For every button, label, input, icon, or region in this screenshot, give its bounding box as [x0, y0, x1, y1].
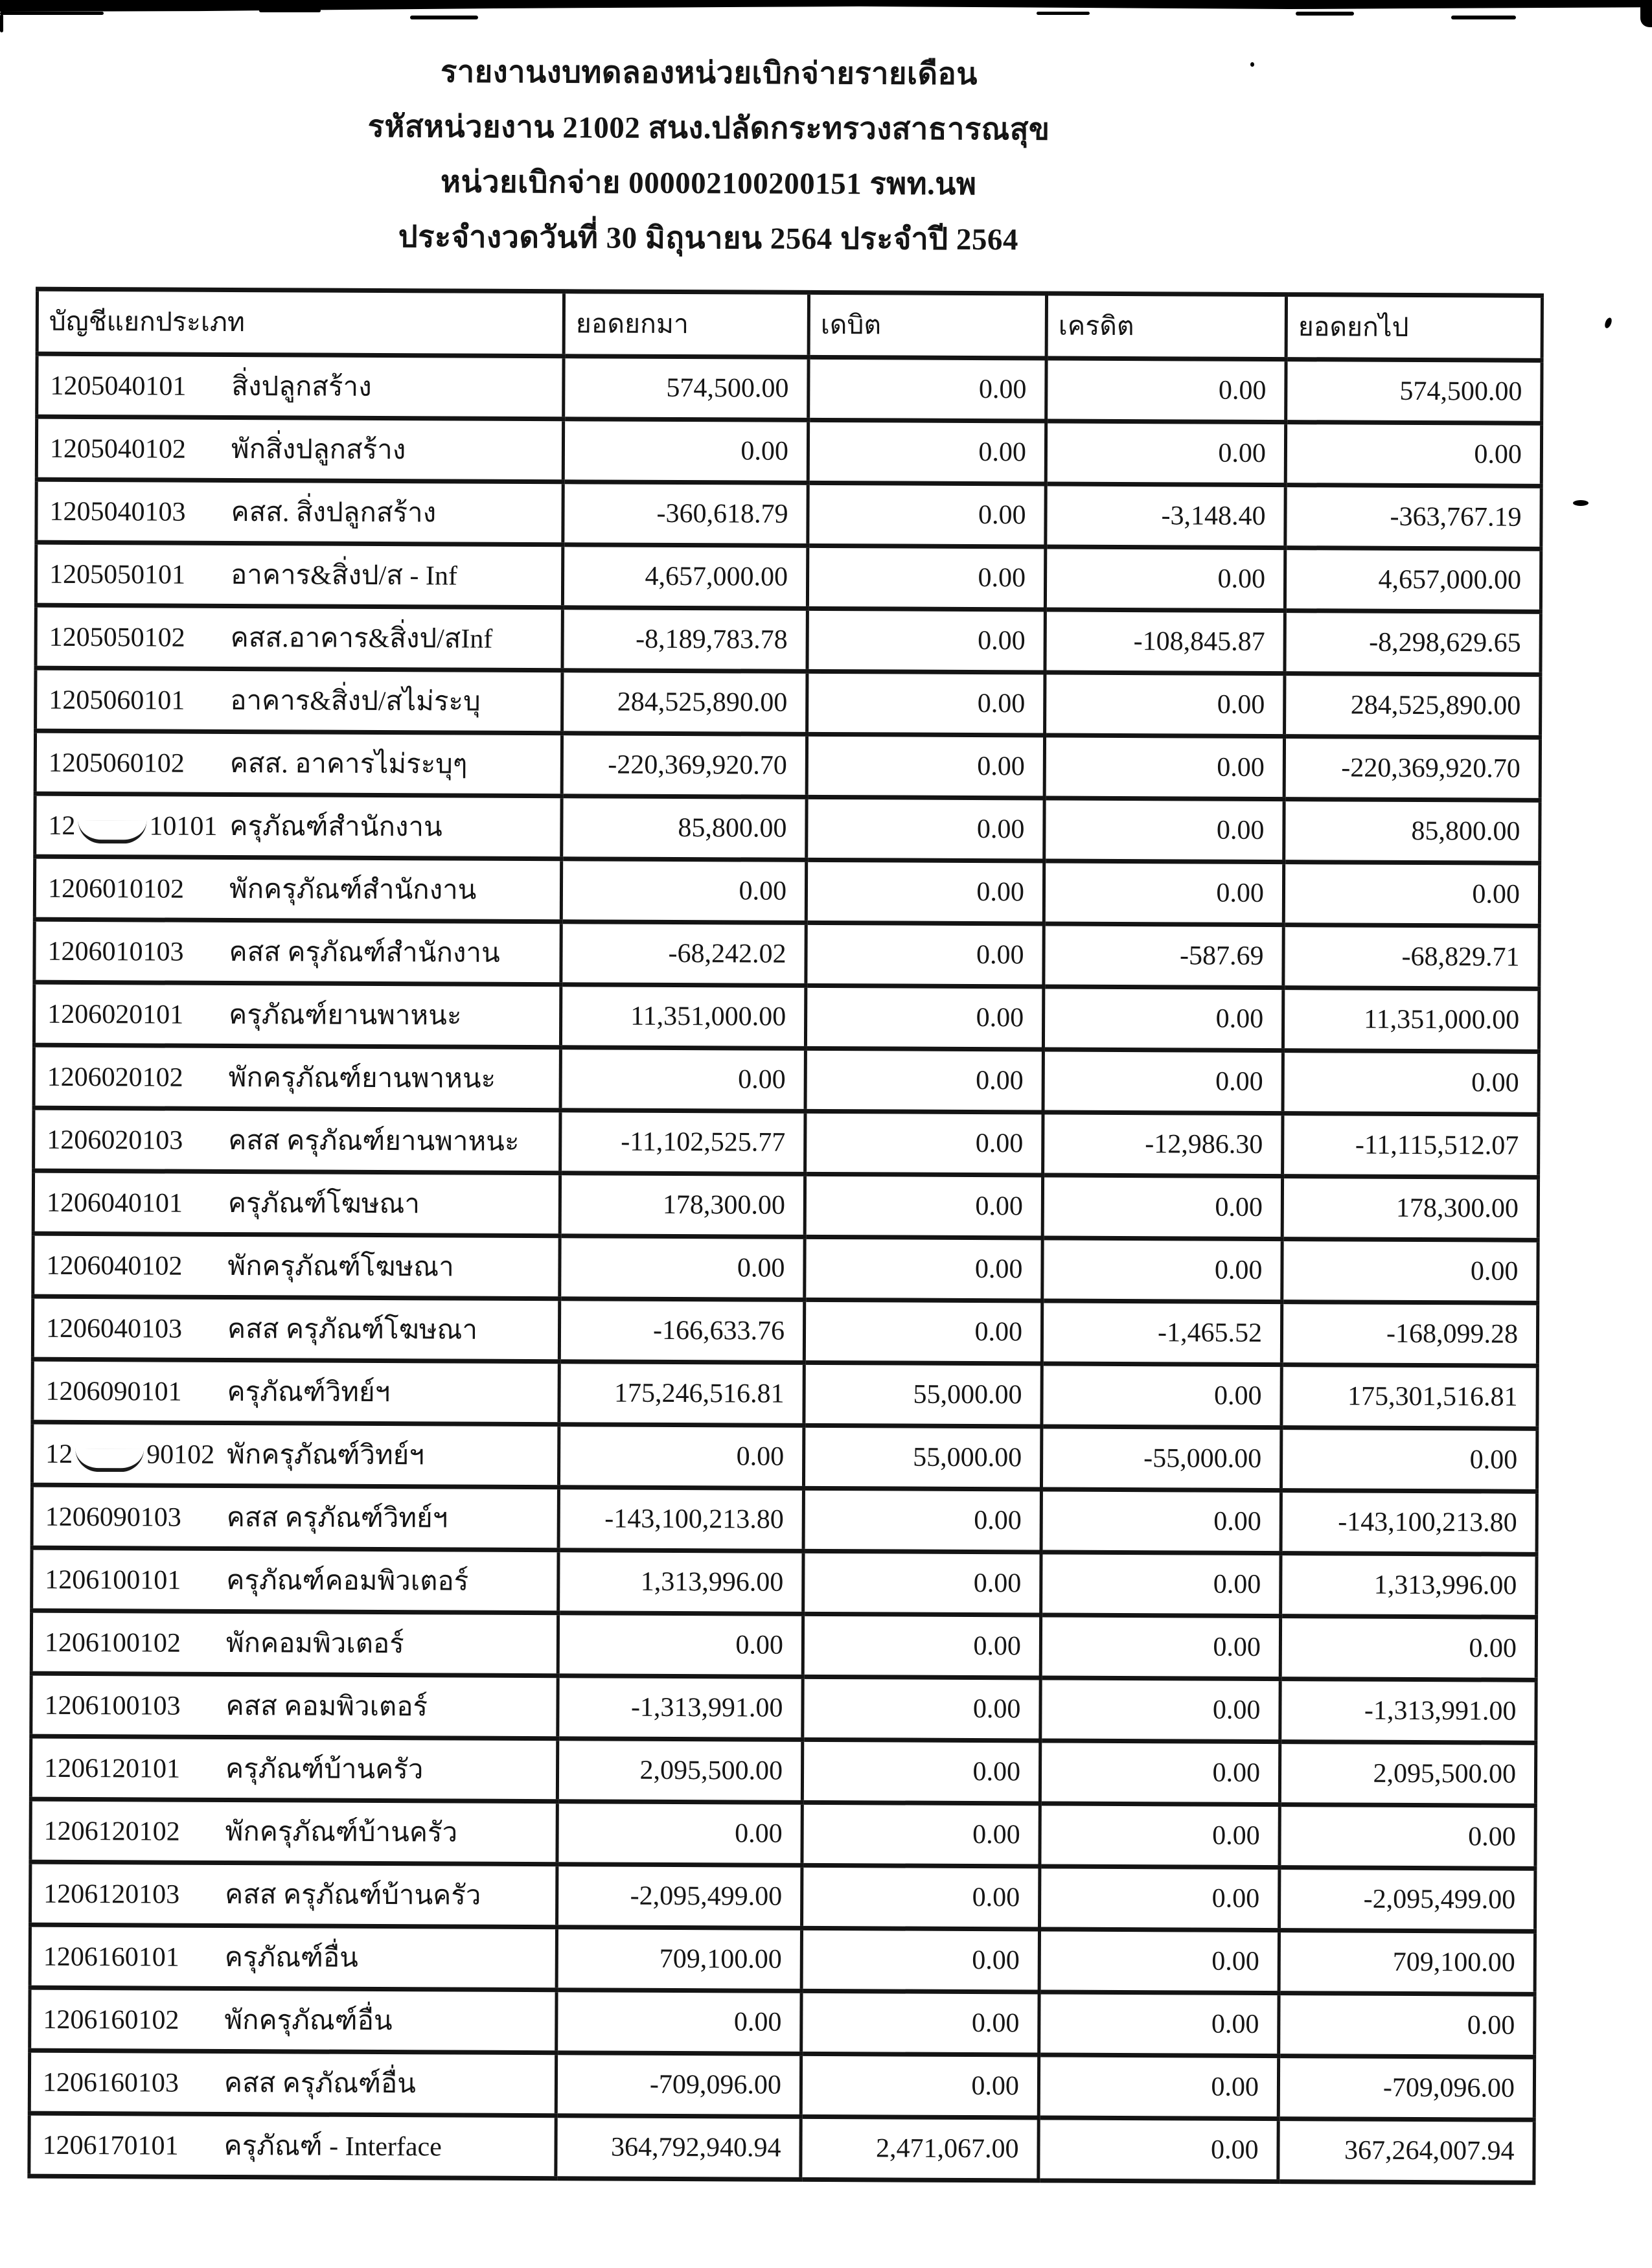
col-header-balance-carried-forward: ยอดยกไป [1286, 295, 1542, 361]
account-name: พักครุภัณฑ์โฆษณา [227, 1251, 454, 1283]
table-row [32, 1548, 1537, 1617]
debit-cell: 0.00 [801, 1928, 1039, 1992]
account-cell [33, 1171, 560, 1236]
carry-forward-in-cell: -220,369,920.70 [562, 733, 807, 797]
period-line: ประจำงวดวันที่ 30 มิถุนายน 2564 ประจำปี 2564 [398, 220, 1019, 257]
credit-cell: 0.00 [1040, 1804, 1279, 1868]
debit-cell: 0.00 [801, 1991, 1039, 2055]
account-cell [35, 794, 562, 859]
table-row [30, 1862, 1535, 1931]
carry-forward-out-cell: 11,351,000.00 [1283, 988, 1539, 1052]
table-row [34, 856, 1539, 926]
credit-cell: 0.00 [1039, 1929, 1279, 1993]
credit-cell: 0.00 [1040, 1741, 1279, 1805]
debit-cell: 0.00 [808, 420, 1046, 484]
carry-forward-in-cell: 284,525,890.00 [562, 670, 807, 735]
account-name: ครุภัณฑ์บ้านครัว [225, 1754, 424, 1785]
carry-forward-in-cell: -2,095,499.00 [557, 1864, 802, 1929]
account-code: 1206120101 [43, 1753, 181, 1784]
account-code: 1206090103 [45, 1502, 181, 1533]
account-code: 1206040101 [46, 1187, 183, 1219]
account-code: 1206020103 [47, 1125, 183, 1156]
table-row [36, 479, 1541, 549]
carry-forward-out-cell: 85,800.00 [1284, 799, 1540, 864]
table-row [31, 1673, 1536, 1743]
debit-cell: 0.00 [806, 922, 1044, 987]
account-code: 1206020102 [47, 1062, 183, 1093]
carry-forward-in-cell: 11,351,000.00 [560, 985, 805, 1049]
debit-cell: 0.00 [801, 2054, 1038, 2118]
account-code: 1205050102 [49, 622, 185, 653]
carry-forward-out-cell: 0.00 [1282, 1239, 1538, 1303]
account-cell [30, 1799, 557, 1864]
credit-cell: 0.00 [1043, 1049, 1283, 1114]
carry-forward-out-cell: -1,313,991.00 [1280, 1679, 1536, 1743]
debit-cell: 55,000.00 [803, 1425, 1041, 1489]
account-code: 1206100101 [45, 1564, 181, 1596]
carry-forward-in-cell: 1,313,996.00 [558, 1550, 803, 1614]
table-row [36, 605, 1541, 674]
account-code: 1206160101 [43, 1942, 179, 1973]
carry-forward-out-cell: 0.00 [1279, 1805, 1535, 1869]
account-cell [34, 919, 561, 985]
account-cell [36, 542, 562, 608]
account-code: 1206090101 [45, 1376, 182, 1407]
account-cell [32, 1548, 558, 1613]
carry-forward-out-cell: -168,099.28 [1281, 1302, 1537, 1366]
account-name: พักครุภัณฑ์อื่น [224, 2005, 393, 2037]
account-name: ครุภัณฑ์โฆษณา [227, 1188, 420, 1220]
account-cell [34, 1108, 560, 1173]
carry-forward-in-cell: -11,102,525.77 [560, 1110, 805, 1174]
table-row [34, 1108, 1539, 1177]
debit-cell: 0.00 [802, 1739, 1040, 1804]
account-name: พักครุภัณฑ์บ้านครัว [225, 1816, 458, 1848]
account-cell [36, 605, 562, 670]
carry-forward-in-cell: 85,800.00 [562, 796, 807, 860]
credit-cell: -108,845.87 [1045, 610, 1285, 674]
debit-cell: 0.00 [803, 1551, 1041, 1615]
account-cell [36, 479, 563, 545]
table-row [37, 354, 1542, 423]
col-header-account: บัญชีแยกประเภท [37, 289, 564, 356]
debit-cell: 2,471,067.00 [801, 2116, 1038, 2181]
table-row [30, 1987, 1535, 2057]
carry-forward-in-cell: -1,313,991.00 [558, 1676, 803, 1740]
carry-forward-out-cell: 0.00 [1279, 1993, 1535, 2057]
debit-cell: 0.00 [802, 1802, 1040, 1866]
account-cell [32, 1485, 558, 1550]
account-name: ครุภัณฑ์ยานพาหนะ [229, 1000, 462, 1031]
pen-scribble-artifact [78, 820, 146, 843]
credit-cell: -3,148.40 [1046, 484, 1285, 548]
carry-forward-out-cell: 0.00 [1283, 862, 1539, 926]
account-name: คสส ครุภัณฑ์สำนักงาน [229, 937, 500, 968]
carry-forward-out-cell: -2,095,499.00 [1279, 1868, 1535, 1932]
debit-cell: 0.00 [805, 1111, 1043, 1175]
carry-forward-in-cell: 0.00 [558, 1425, 803, 1489]
account-code: 1206040103 [45, 1313, 183, 1344]
debit-cell: 55,000.00 [804, 1362, 1042, 1426]
account-name: อาคาร&สิ่งป/สไม่ระบุ [230, 685, 481, 717]
carry-forward-in-cell: 0.00 [557, 1802, 802, 1866]
account-name: พักคอมพิวเตอร์ [225, 1628, 404, 1660]
table-row [34, 982, 1539, 1051]
credit-cell: 0.00 [1042, 1238, 1282, 1302]
account-code: 1206040102 [46, 1250, 183, 1281]
account-code: 1206160102 [43, 2004, 179, 2035]
debit-cell: 0.00 [805, 1174, 1042, 1238]
table-row [33, 1233, 1538, 1303]
credit-cell: -55,000.00 [1041, 1426, 1281, 1491]
table-row [33, 1171, 1538, 1240]
account-cell [30, 1862, 557, 1927]
carry-forward-in-cell: 0.00 [563, 419, 808, 483]
carry-forward-in-cell: 0.00 [560, 1048, 805, 1112]
account-name: คสส ครุภัณฑ์ยานพาหนะ [228, 1125, 520, 1157]
debit-cell: 0.00 [805, 985, 1043, 1049]
credit-cell: -12,986.30 [1043, 1112, 1283, 1176]
account-code: 12 90102 [45, 1439, 227, 1471]
table-row [32, 1485, 1537, 1554]
account-cell [36, 417, 563, 482]
account-cell [33, 1233, 560, 1299]
account-name: ครุภัณฑ์คอมพิวเตอร์ [226, 1565, 469, 1597]
credit-cell: 0.00 [1046, 358, 1286, 422]
account-name: ครุภัณฑ์อื่น [224, 1942, 359, 1973]
debit-cell: 0.00 [802, 1865, 1040, 1929]
account-name: คสส ครุภัณฑ์โฆษณา [227, 1314, 478, 1346]
carry-forward-out-cell: 574,500.00 [1286, 360, 1542, 424]
carry-forward-in-cell: 0.00 [560, 1236, 805, 1300]
account-cell [35, 731, 562, 796]
carry-forward-out-cell: 0.00 [1280, 1616, 1536, 1680]
col-header-credit: เครดิต [1046, 293, 1286, 360]
account-code: 1205060102 [48, 748, 185, 779]
account-cell [37, 354, 564, 419]
trial-balance-table [27, 287, 1544, 2185]
account-name: คสส. อาคารไม่ระบุๆ [229, 748, 468, 780]
table-row [32, 1359, 1537, 1428]
credit-cell: 0.00 [1044, 861, 1283, 925]
credit-cell: 0.00 [1043, 987, 1283, 1051]
account-code: 1205050101 [49, 559, 186, 590]
account-code: 1205040103 [49, 496, 186, 527]
account-cell [36, 668, 562, 733]
account-code: 1206010102 [47, 873, 185, 904]
debit-cell: 0.00 [807, 734, 1044, 798]
account-name: ครุภัณฑ์วิทย์ฯ [227, 1377, 391, 1408]
account-code: 1206160103 [42, 2067, 179, 2098]
account-code: 1205040102 [49, 433, 187, 464]
carry-forward-in-cell: 4,657,000.00 [562, 545, 807, 609]
carry-forward-out-cell: -68,829.71 [1283, 925, 1539, 989]
account-cell [34, 1045, 560, 1110]
carry-forward-out-cell: 1,313,996.00 [1281, 1553, 1537, 1618]
account-name: ครุภัณฑ์สำนักงาน [229, 811, 442, 843]
account-name: พักสิ่งปลูกสร้าง [231, 435, 406, 466]
carry-forward-out-cell: 4,657,000.00 [1285, 548, 1541, 612]
carry-forward-in-cell: 175,246,516.81 [559, 1362, 804, 1426]
account-name: คสส.อาคาร&สิ่งป/สInf [230, 623, 493, 654]
table-row [34, 919, 1539, 989]
credit-cell: 0.00 [1046, 421, 1285, 485]
account-name: พักครุภัณฑ์สำนักงาน [229, 874, 477, 906]
account-code: 1206020101 [47, 999, 184, 1030]
table-row [30, 1925, 1535, 1994]
account-code: 12 10101 [48, 810, 229, 842]
account-code: 1205040101 [50, 371, 187, 402]
account-cell [32, 1296, 559, 1362]
debit-cell: 0.00 [803, 1614, 1040, 1678]
carry-forward-out-cell: 367,264,007.94 [1278, 2119, 1534, 2183]
credit-cell: 0.00 [1041, 1552, 1281, 1616]
carry-forward-in-cell: 364,792,940.94 [556, 2116, 801, 2180]
account-code: 1206010103 [47, 936, 184, 967]
account-name: คสส ครุภัณฑ์วิทย์ฯ [226, 1502, 448, 1534]
credit-cell: 0.00 [1042, 1175, 1282, 1239]
carry-forward-in-cell: 574,500.00 [564, 356, 809, 420]
carry-forward-in-cell: -709,096.00 [556, 2053, 801, 2117]
table-row [35, 731, 1540, 800]
credit-cell: 0.00 [1044, 735, 1284, 799]
carry-forward-out-cell: 709,100.00 [1279, 1930, 1535, 1995]
table-row [35, 794, 1540, 863]
carry-forward-out-cell: -220,369,920.70 [1284, 737, 1540, 801]
debit-cell: 0.00 [803, 1677, 1040, 1741]
account-code: 1206120102 [43, 1816, 180, 1847]
carry-forward-out-cell: 0.00 [1281, 1428, 1537, 1492]
account-name: อาคาร&สิ่งป/ส - Inf [231, 560, 457, 591]
carry-forward-in-cell: -8,189,783.78 [562, 608, 807, 672]
credit-cell: 0.00 [1038, 2055, 1278, 2119]
credit-cell: 0.00 [1045, 672, 1285, 737]
carry-forward-in-cell: 709,100.00 [556, 1927, 801, 1991]
carry-forward-in-cell: 0.00 [561, 859, 806, 923]
account-code: 1206100103 [44, 1690, 181, 1721]
account-cell [31, 1610, 558, 1676]
account-name: พักครุภัณฑ์ยานพาหนะ [228, 1062, 496, 1094]
carry-forward-in-cell: 2,095,500.00 [557, 1739, 802, 1803]
account-code: 1206120103 [43, 1879, 180, 1910]
account-name: คสส ครุภัณฑ์อื่น [224, 2068, 417, 2100]
credit-cell: -1,465.52 [1042, 1301, 1281, 1365]
credit-cell: -587.69 [1044, 924, 1283, 988]
carry-forward-out-cell: 284,525,890.00 [1285, 674, 1541, 738]
account-cell [31, 1673, 558, 1739]
account-code: 1206170101 [42, 2130, 179, 2161]
carry-forward-out-cell: 0.00 [1283, 1051, 1539, 1115]
table-header-row [37, 289, 1542, 360]
credit-cell: 0.00 [1040, 1678, 1280, 1742]
carry-forward-in-cell: -143,100,213.80 [558, 1487, 803, 1552]
debit-cell: 0.00 [805, 1237, 1042, 1301]
report-header [0, 43, 1419, 269]
carry-forward-out-cell: -363,767.19 [1285, 485, 1541, 549]
carry-forward-out-cell: -8,298,629.65 [1285, 611, 1541, 675]
table-row [30, 1799, 1535, 1868]
credit-cell: 0.00 [1044, 798, 1284, 862]
debit-cell: 0.00 [807, 797, 1044, 861]
credit-cell: 0.00 [1038, 2118, 1278, 2182]
carry-forward-in-cell: -68,242.02 [561, 922, 806, 986]
carry-forward-out-cell: 178,300.00 [1282, 1176, 1538, 1241]
table-body [29, 354, 1542, 2182]
table-row [36, 417, 1541, 486]
col-header-debit: เดบิต [809, 292, 1046, 358]
credit-cell: 0.00 [1039, 1992, 1279, 2056]
account-cell [34, 856, 561, 922]
debit-cell: 0.00 [809, 357, 1046, 421]
account-cell [29, 2050, 556, 2116]
account-name: คสส. สิ่งปลูกสร้าง [231, 498, 437, 529]
table-row [31, 1610, 1536, 1680]
account-cell [30, 1925, 556, 1990]
account-cell [32, 1359, 559, 1425]
carry-forward-out-cell: 0.00 [1285, 422, 1541, 487]
account-name: คสส ครุภัณฑ์บ้านครัว [225, 1879, 481, 1911]
account-cell [30, 1987, 556, 2053]
debit-cell: 0.00 [805, 1048, 1043, 1112]
carry-forward-out-cell: 175,301,516.81 [1281, 1365, 1537, 1429]
account-name: ครุภัณฑ์ - Interface [224, 2131, 442, 2162]
account-cell [32, 1422, 558, 1487]
debit-cell: 0.00 [803, 1488, 1041, 1552]
account-name: สิ่งปลูกสร้าง [231, 372, 372, 402]
carry-forward-out-cell: -709,096.00 [1278, 2056, 1534, 2120]
table-row [30, 1736, 1535, 1805]
debit-cell: 0.00 [807, 671, 1045, 735]
credit-cell: 0.00 [1040, 1866, 1279, 1930]
carry-forward-out-cell: -143,100,213.80 [1281, 1491, 1537, 1555]
debit-cell: 0.00 [807, 545, 1045, 610]
report-title: รายงานงบทดลองหน่วยเบิกจ่ายรายเดือน [440, 55, 978, 92]
table-row [36, 542, 1541, 612]
agency-code-line: รหัสหน่วยงาน 21002 สนง.ปลัดกระทรวงสาธารณสุข [367, 109, 1050, 147]
table-row [29, 2050, 1534, 2120]
account-cell [34, 982, 560, 1048]
debit-cell: 0.00 [806, 860, 1044, 924]
carry-forward-in-cell: 178,300.00 [560, 1173, 805, 1237]
pen-scribble-artifact [75, 1449, 144, 1472]
debit-cell: 0.00 [807, 608, 1045, 672]
carry-forward-in-cell: -166,633.76 [559, 1299, 804, 1363]
credit-cell: 0.00 [1040, 1615, 1280, 1679]
table-row [32, 1422, 1537, 1491]
account-name: พักครุภัณฑ์วิทย์ฯ [227, 1439, 425, 1471]
carry-forward-out-cell: 2,095,500.00 [1279, 1742, 1535, 1806]
table-row [32, 1296, 1537, 1366]
col-header-balance-brought-forward: ยอดยกมา [564, 292, 809, 358]
table-row [29, 2113, 1534, 2182]
credit-cell: 0.00 [1041, 1489, 1281, 1553]
account-cell [30, 1736, 557, 1802]
credit-cell: 0.00 [1045, 547, 1285, 611]
carry-forward-in-cell: 0.00 [556, 1990, 801, 2054]
credit-cell: 0.00 [1042, 1364, 1281, 1428]
account-code: 1205060101 [49, 685, 185, 716]
debit-cell: 0.00 [808, 483, 1046, 547]
debit-cell: 0.00 [804, 1300, 1042, 1364]
carry-forward-in-cell: -360,618.79 [563, 482, 808, 546]
account-name: คสส คอมพิวเตอร์ [225, 1691, 428, 1723]
carry-forward-in-cell: 0.00 [558, 1613, 803, 1677]
table-row [34, 1045, 1539, 1114]
account-code: 1206100102 [44, 1627, 181, 1658]
disbursement-unit-line: หน่วยเบิกจ่าย 000002100200151 รพท.นพ [440, 165, 977, 202]
table-row [36, 668, 1541, 737]
carry-forward-out-cell: -11,115,512.07 [1283, 1114, 1539, 1178]
account-cell [29, 2113, 556, 2179]
